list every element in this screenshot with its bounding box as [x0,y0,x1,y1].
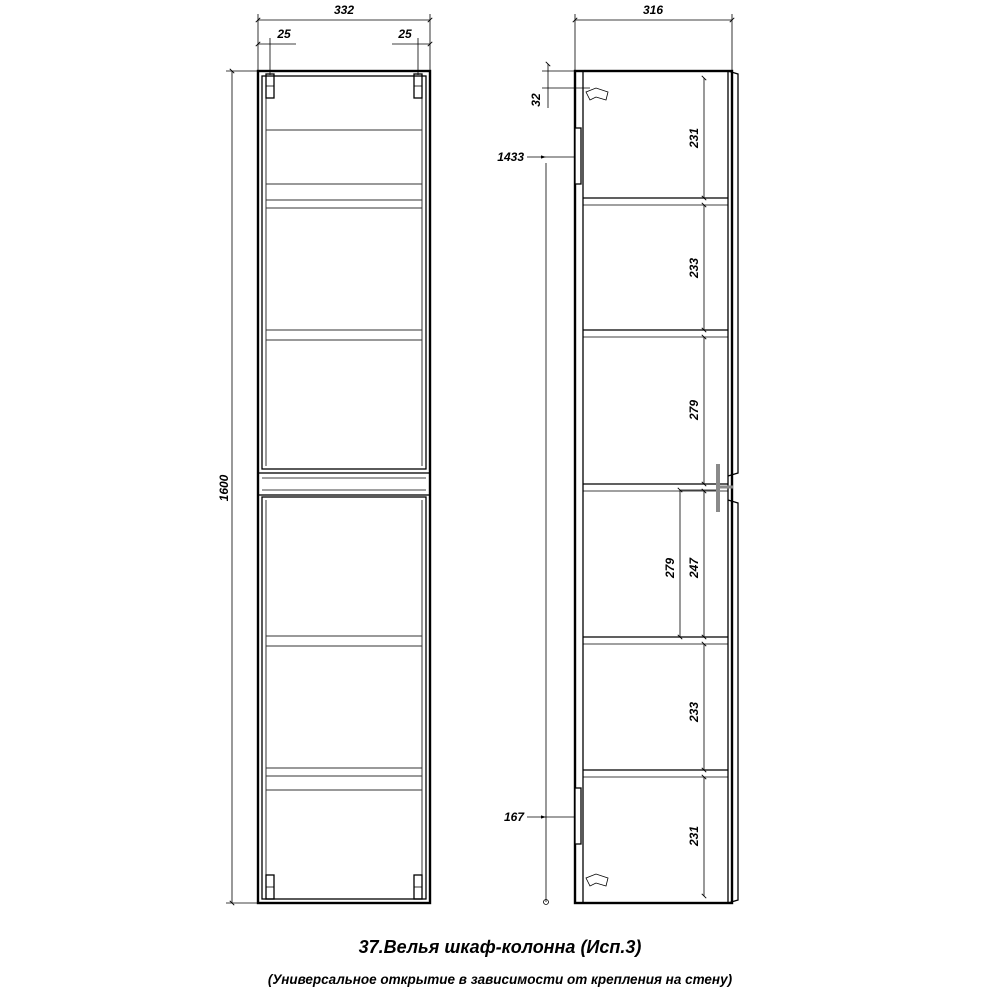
drawing-title: 37.Велья шкаф-колонна (Исп.3) [358,937,642,957]
front-upper-door [262,76,426,469]
front-hinges [266,74,422,899]
front-left-offset-label: 25 [277,27,291,41]
shelf-spacing-label-3: 279 [687,399,701,421]
side-cabinet-body [575,71,732,903]
front-upper-shelves [266,130,422,340]
front-lower-door [262,497,426,899]
front-view [217,3,430,903]
front-lower-shelves [266,636,422,790]
front-middle-rail [258,473,430,495]
shelf-spacing-label-2: 233 [687,257,701,279]
drawing-subtitle: (Универсальное открытие в зависимости от крепления на стену) [267,972,733,987]
side-upper-mount-label: 1433 [497,150,524,164]
front-right-offset-label: 25 [398,27,412,41]
side-door-section-label: 279 [663,557,677,579]
shelf-spacing-label-4: 247 [687,557,701,579]
side-hook-offset-label: 32 [529,93,543,107]
front-height-dimension [217,71,258,903]
side-shelf-spacing-dimensions [687,78,704,896]
side-depth-label: 316 [642,3,664,17]
front-height-label: 1600 [217,474,231,502]
side-mount-dimensions [497,150,575,905]
front-offset-dimensions [258,27,430,75]
side-wall-mounts [575,88,608,886]
shelf-spacing-label-6: 231 [687,825,701,847]
shelf-spacing-label-1: 231 [687,127,701,149]
caption [268,937,733,987]
front-cabinet-outline [258,71,430,903]
side-lower-mount-label: 167 [503,810,524,824]
front-width-label: 332 [333,3,355,17]
side-shelves [583,198,728,777]
side-view [497,3,738,905]
side-depth-dimension [575,3,732,71]
side-handle [718,464,733,512]
shelf-spacing-label-5: 233 [687,701,701,723]
